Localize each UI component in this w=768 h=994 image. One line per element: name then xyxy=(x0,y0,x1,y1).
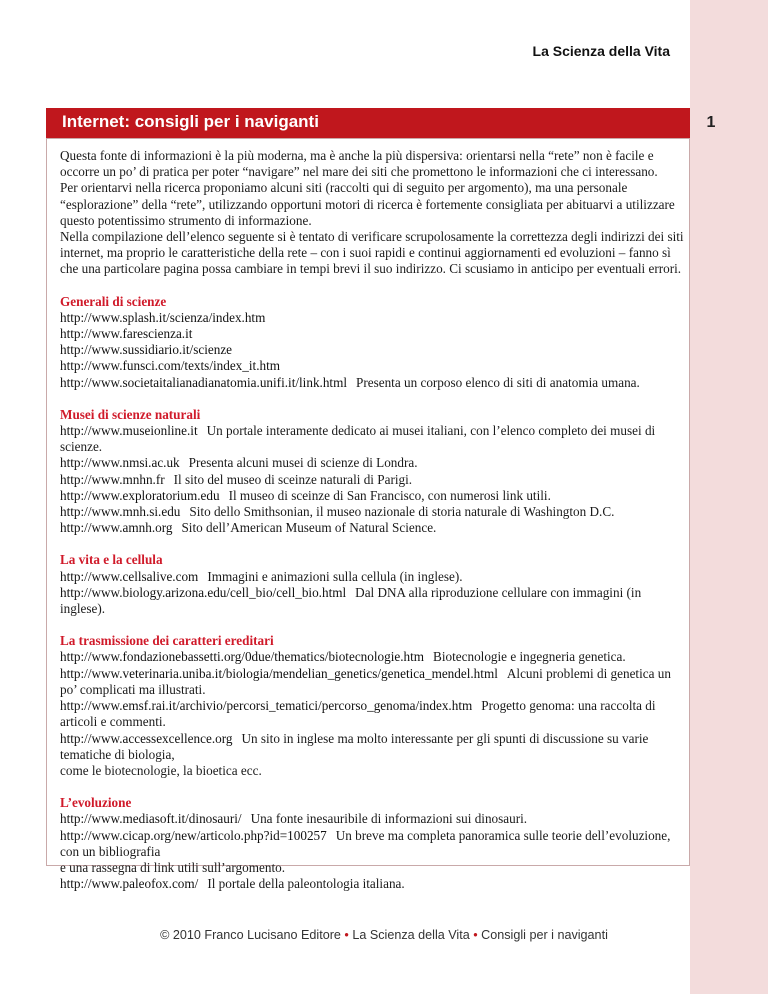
link-description: Una fonte inesauribile di informazioni sui dinosauri. xyxy=(250,811,528,827)
link-description: Dal DNA alla riproduzione cellulare con immagini (in inglese). xyxy=(60,584,642,617)
link-description: Alcuni problemi di genetica un po’ complicati ma illustrati. xyxy=(60,665,671,697)
link-entry-continued: e una rassegna di link utili sull’argomento. xyxy=(60,859,285,875)
section-title: Generali di scienze xyxy=(60,293,167,309)
link-entry xyxy=(60,666,688,698)
intro-paragraph: Nella compilazione dell’elenco seguente si è tentato di verificare scrupolosamente la correttezza degli indirizzi dei siti internet, ma proprio le caratteristiche della rete – con i suoi rapidi e continui aggiornamenti ed evoluzioni – fanno sì che una particolare pagina possa cambiare in tempi brevi il suo indirizzo. Ci scusiamo in anticipo per eventuali errori. xyxy=(60,229,684,277)
section-title: L’evoluzione xyxy=(60,795,132,811)
link-url[interactable]: http://www.exploratorium.edu xyxy=(60,487,220,503)
section-life-cell xyxy=(60,552,688,617)
section-title: La trasmissione dei caratteri ereditari xyxy=(60,633,274,649)
book-title: La Scienza della Vita xyxy=(532,43,670,59)
link-entry xyxy=(60,455,688,471)
link-url[interactable]: http://www.sussidiario.it/scienze xyxy=(60,342,233,358)
link-description: Il museo di sceinze di San Francisco, con numerosi link utili. xyxy=(228,487,551,503)
link-entry xyxy=(60,358,688,374)
link-entry-continued: come le biotecnologie, la bioetica ecc. xyxy=(60,762,262,778)
link-entry xyxy=(60,876,688,892)
link-description: Un portale interamente dedicato ai musei italiani, con l’elenco completo dei musei di scienze. xyxy=(60,423,656,455)
link-entry xyxy=(60,811,688,827)
footer-chapter: Consigli per i naviganti xyxy=(481,928,608,942)
page-number: 1 xyxy=(706,114,716,131)
link-url[interactable]: http://www.mnhn.fr xyxy=(60,471,165,487)
footer-copyright: © 2010 Franco Lucisano Editore xyxy=(160,928,341,942)
link-entry xyxy=(60,569,688,585)
content xyxy=(60,148,688,908)
link-url[interactable]: http://www.societaitalianadianatomia.unifi.it/link.html xyxy=(60,374,348,390)
link-entry xyxy=(60,472,688,488)
link-url[interactable]: http://www.emsf.rai.it/archivio/percorsi_tematici/percorso_genoma/index.htm xyxy=(60,698,473,714)
link-description: Presenta un corposo elenco di siti di anatomia umana. xyxy=(356,374,640,390)
link-entry xyxy=(60,326,688,342)
section-header xyxy=(46,108,690,138)
link-entry xyxy=(60,649,688,665)
link-url[interactable]: http://www.accessexcellence.org xyxy=(60,730,233,746)
section-title: La vita e la cellula xyxy=(60,552,163,568)
link-description: Immagini e animazioni sulla cellula (in inglese). xyxy=(207,568,463,584)
link-entry xyxy=(60,423,688,455)
link-description: Un breve ma completa panoramica sulle teorie dell’evoluzione, con un bibliografia xyxy=(60,827,671,859)
section-general-science xyxy=(60,294,688,391)
link-url[interactable]: http://www.amnh.org xyxy=(60,520,173,536)
intro-text xyxy=(60,148,688,278)
link-description: Sito dello Smithsonian, il museo nazionale di storia naturale di Washington D.C. xyxy=(189,504,615,520)
link-entry xyxy=(60,698,688,730)
link-url[interactable]: http://www.cellsalive.com xyxy=(60,568,199,584)
link-url[interactable]: http://www.paleofox.com/ xyxy=(60,876,199,892)
section-title: Musei di scienze naturali xyxy=(60,406,201,422)
link-url[interactable]: http://www.cicap.org/new/articolo.php?id=100257 xyxy=(60,827,327,843)
section-museums xyxy=(60,407,688,537)
section-heredity xyxy=(60,633,688,779)
link-url[interactable]: http://www.mediasoft.it/dinosauri/ xyxy=(60,811,242,827)
link-url[interactable]: http://www.funsci.com/texts/index_it.htm xyxy=(60,358,281,374)
link-url[interactable]: http://www.splash.it/scienza/index.htm xyxy=(60,309,266,325)
link-entry xyxy=(60,488,688,504)
link-entry xyxy=(60,828,688,860)
link-description: Un sito in inglese ma molto interessante per gli spunti di discussione su varie tematiche di biologia, xyxy=(60,730,649,762)
link-description: Biotecnologie e ingegneria genetica. xyxy=(433,649,626,665)
link-entry xyxy=(60,375,688,391)
link-description: Il portale della paleontologia italiana. xyxy=(207,876,405,892)
link-url[interactable]: http://www.mnh.si.edu xyxy=(60,504,181,520)
link-url[interactable]: http://www.nmsi.ac.uk xyxy=(60,455,180,471)
page-footer xyxy=(0,928,768,942)
footer-separator: • xyxy=(473,928,478,942)
link-entry xyxy=(60,504,688,520)
link-entry xyxy=(60,731,688,763)
link-description: Il sito del museo di sceinze naturali di Parigi. xyxy=(173,471,413,487)
link-description: Presenta alcuni musei di scienze di Londra. xyxy=(188,455,418,471)
link-url[interactable]: http://www.biology.arizona.edu/cell_bio/cell_bio.html xyxy=(60,584,347,600)
header-title: Internet: consigli per i naviganti xyxy=(62,112,319,131)
footer-book: La Scienza della Vita xyxy=(352,928,470,942)
link-entry xyxy=(60,310,688,326)
link-url[interactable]: http://www.fondazionebassetti.org/0due/thematics/biotecnologie.htm xyxy=(60,649,425,665)
intro-paragraph: Per orientarvi nella ricerca proponiamo alcuni siti (raccolti qui di seguito per argomento), ma una personale “esplorazione” della “rete”, utilizzando opportuni motori di ricerca è fortemente consigliata per abituarvi a utilizzare questo potentissimo strumento di informazione. xyxy=(60,180,675,228)
link-description: Sito dell’American Museum of Natural Science. xyxy=(181,520,437,536)
link-entry xyxy=(60,520,688,536)
link-entry xyxy=(60,342,688,358)
link-description: Progetto genoma: una raccolta di articoli e commenti. xyxy=(60,698,656,730)
link-url[interactable]: http://www.museionline.it xyxy=(60,423,198,439)
section-evolution xyxy=(60,795,688,892)
link-url[interactable]: http://www.farescienza.it xyxy=(60,326,193,342)
footer-separator: • xyxy=(344,928,349,942)
link-url[interactable]: http://www.veterinaria.uniba.it/biologia/mendelian_genetics/genetica_mendel.html xyxy=(60,665,498,681)
intro-paragraph: Questa fonte di informazioni è la più moderna, ma è anche la più dispersiva: orientarsi nella “rete” non è facile e occorre un po’ di pratica per poter “navigare” nel mare dei siti che promettono le informazioni che ci interessano. xyxy=(60,148,658,180)
side-strip xyxy=(690,0,768,994)
link-entry xyxy=(60,585,688,617)
